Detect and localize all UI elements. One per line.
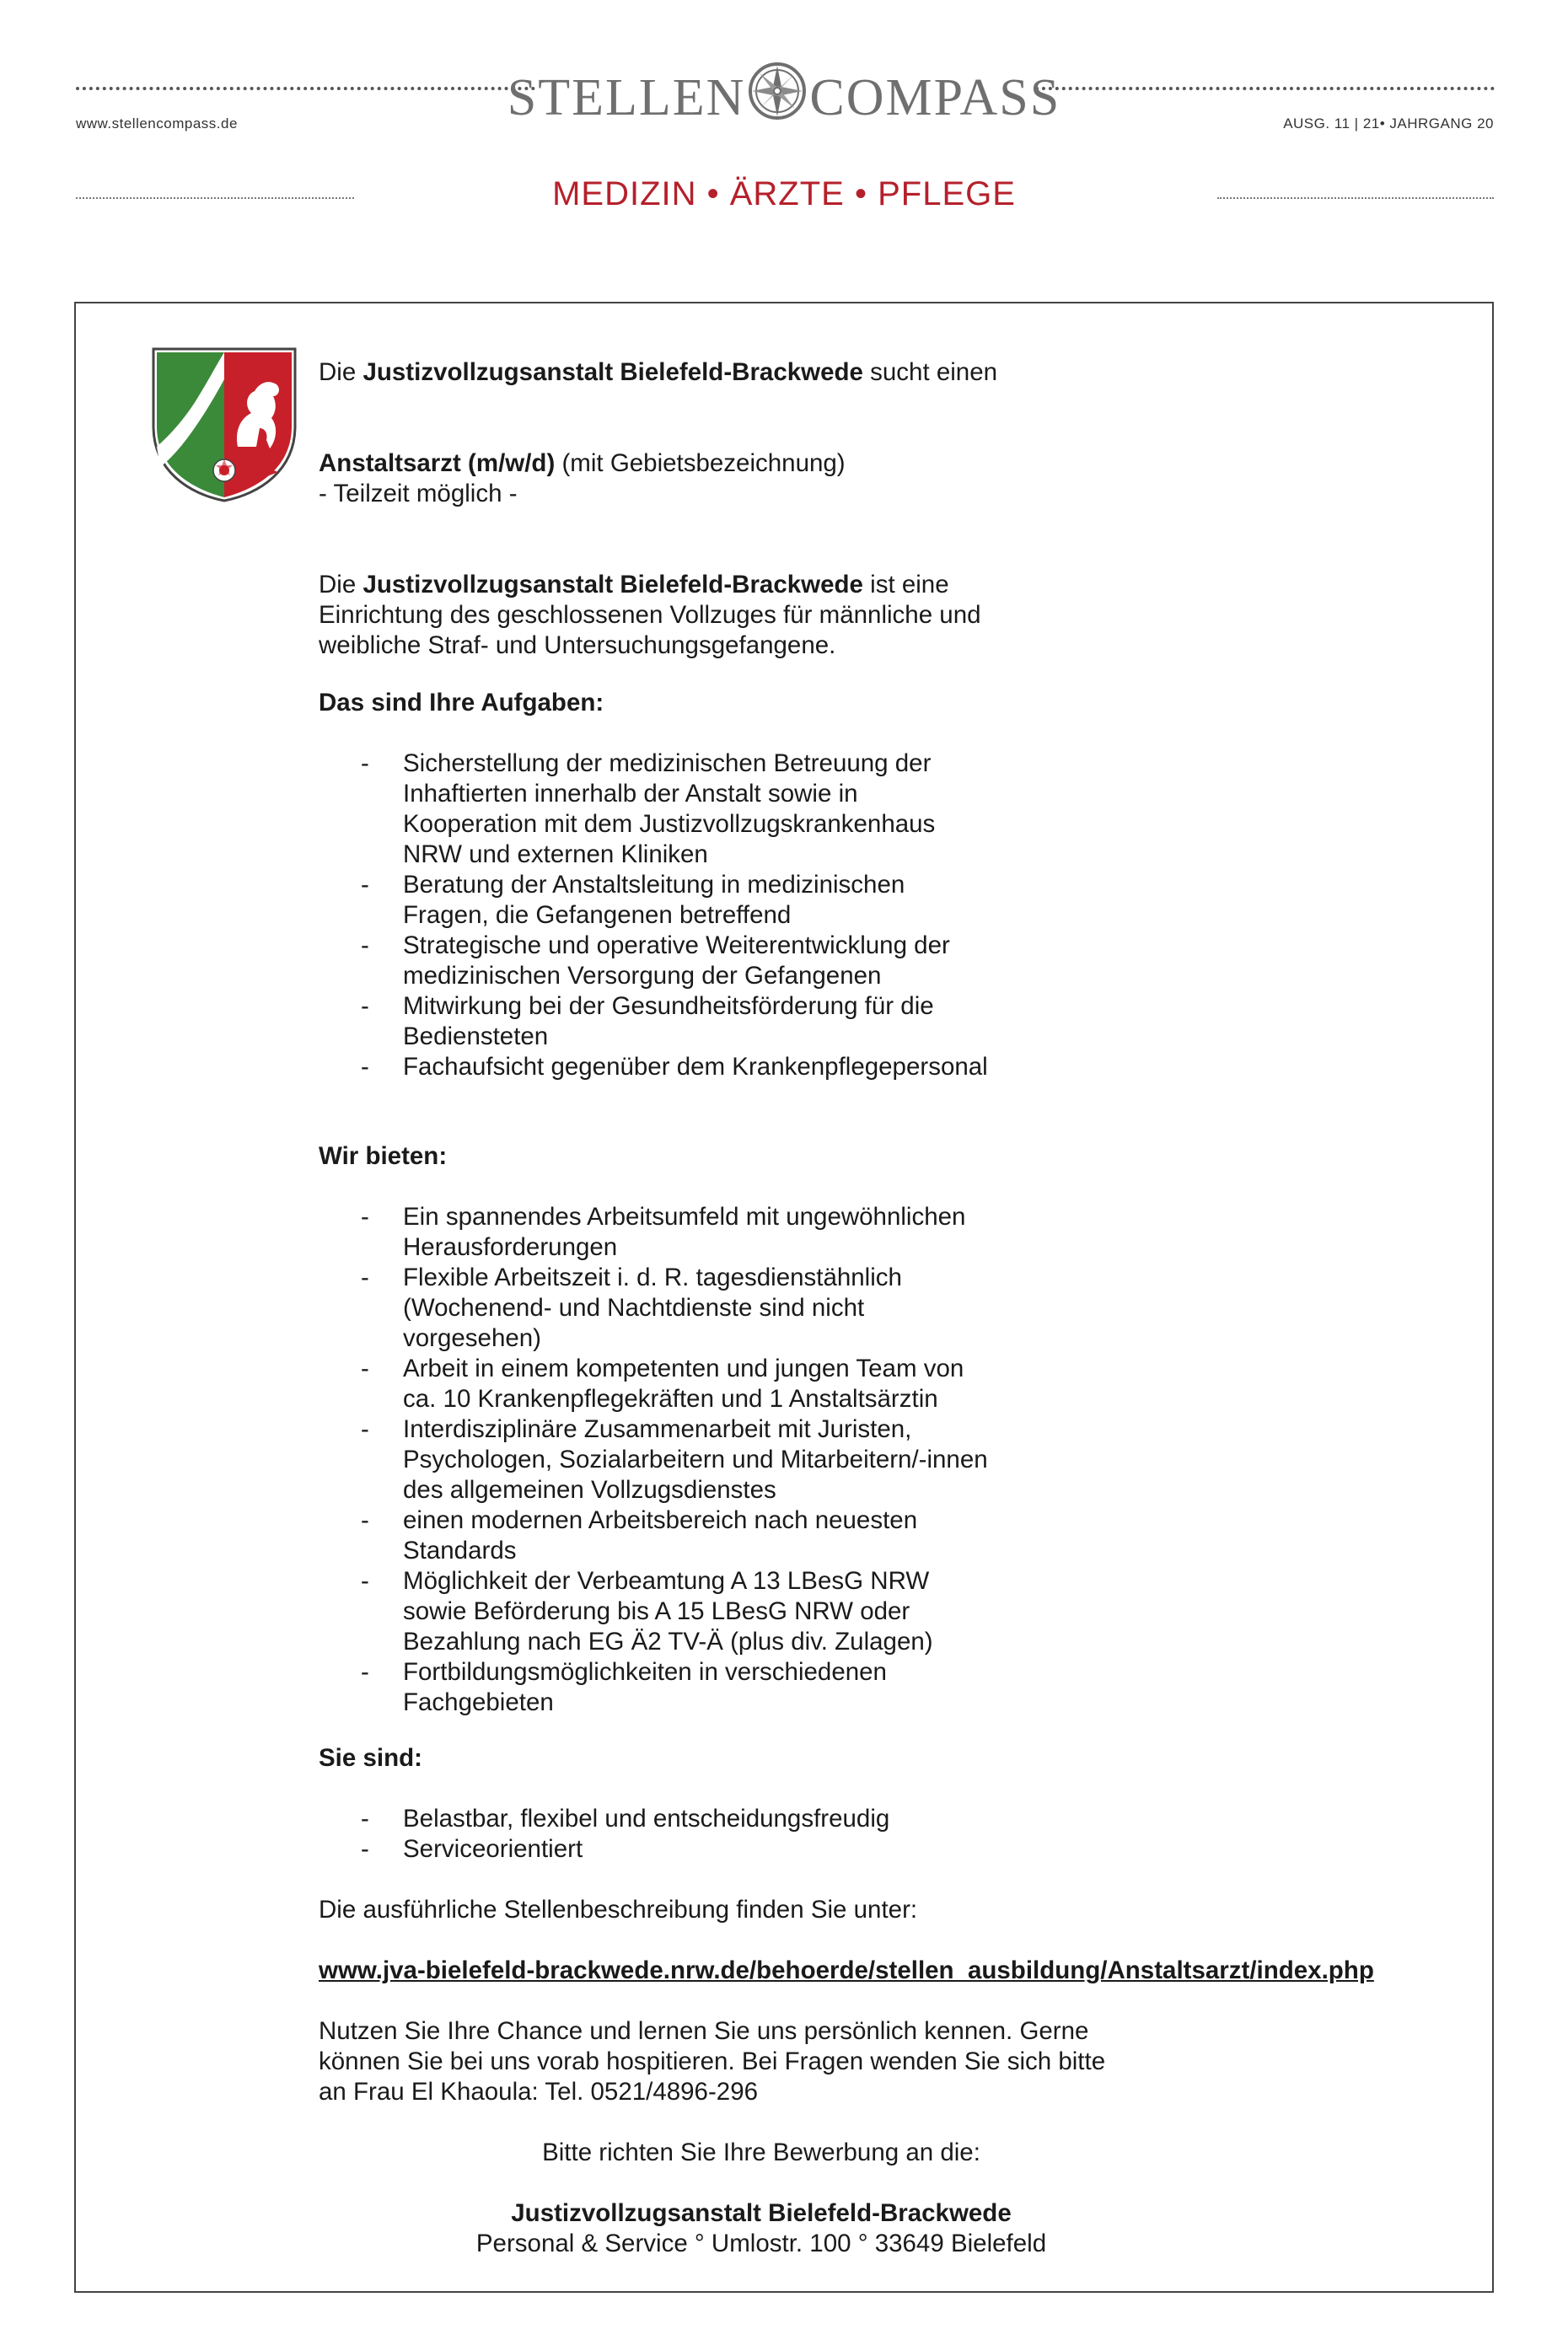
- ad-intro: [319, 357, 1465, 388]
- offer-item-line: des allgemeinen Vollzugsdienstes: [403, 1476, 776, 1504]
- bullet-dash: -: [361, 1355, 369, 1382]
- bullet-dash: -: [361, 1658, 369, 1686]
- bullet-dash: -: [361, 1264, 369, 1291]
- task-item-line: Kooperation mit dem Justizvollzugskrankenhaus: [403, 810, 936, 838]
- offer-item: [319, 1505, 1465, 1566]
- nrw-coat-of-arms-icon: [150, 346, 298, 507]
- details-url-link[interactable]: www.jva-bielefeld-brackwede.nrw.de/behoerde/stellen_ausbildung/Anstaltsarzt/index.php: [319, 1956, 1374, 1984]
- offer-item-line: ca. 10 Krankenpflegekräften und 1 Anstaltsärztin: [403, 1385, 938, 1413]
- offer-item: [319, 1263, 1465, 1354]
- offer-item-line: Möglichkeit der Verbeamtung A 13 LBesG NRW: [403, 1567, 930, 1595]
- brand-left: STELLEN: [507, 69, 746, 126]
- details-intro: Die ausführliche Stellenbeschreibung finden Sie unter:: [319, 1896, 918, 1924]
- desc-line-2: Einrichtung des geschlossenen Vollzuges für männliche und: [319, 601, 981, 629]
- bullet-dash: -: [361, 1415, 369, 1443]
- profile-ul: [319, 1804, 1465, 1865]
- offer-item: [319, 1657, 1465, 1718]
- compass-icon: [747, 61, 808, 135]
- brand-right: COMPASS: [809, 69, 1061, 126]
- intro-pre: Die: [319, 358, 357, 386]
- offer-item-line: Psychologen, Sozialarbeitern und Mitarbeitern/-innen: [403, 1446, 988, 1473]
- intro-org: Justizvollzugsanstalt Bielefeld-Brackwede: [362, 358, 863, 386]
- profile-heading: [319, 1743, 1465, 1774]
- desc-post: ist eine: [870, 571, 949, 598]
- contact-line-2: können Sie bei uns vorab hospitieren. Bei Fragen wenden Sie sich bitte: [319, 2048, 1106, 2075]
- offer-item-line: Fortbildungsmöglichkeiten in verschiedenen: [403, 1658, 887, 1686]
- profile-list: [319, 1804, 1465, 1865]
- offer-item-line: sowie Beförderung bis A 15 LBesG NRW oder: [403, 1597, 910, 1625]
- task-item-line: Mitwirkung bei der Gesundheitsförderung für die: [403, 992, 934, 1020]
- bullet-dash: -: [361, 871, 369, 899]
- bullet-dash: -: [361, 992, 369, 1020]
- desc-line-3: weibliche Straf- und Untersuchungsgefangene.: [319, 631, 836, 659]
- apply-org: [319, 2198, 1204, 2229]
- task-item-line: Beratung der Anstaltsleitung in medizinischen: [403, 871, 905, 899]
- tasks-list: [319, 749, 1465, 1082]
- task-item-line: Fachaufsicht gegenüber dem Krankenpflegepersonal: [403, 1053, 988, 1081]
- offers-heading: [319, 1141, 1465, 1172]
- apply-intro: Bitte richten Sie Ihre Bewerbung an die:: [542, 2139, 980, 2166]
- offers-heading-text: Wir bieten:: [319, 1142, 448, 1170]
- website-link[interactable]: www.stellencompass.de: [76, 115, 238, 131]
- offer-item-line: (Wochenend- und Nachtdienste sind nicht: [403, 1294, 865, 1322]
- bullet-dash: -: [361, 1203, 369, 1231]
- bullet-dash: -: [361, 1567, 369, 1595]
- desc-org: Justizvollzugsanstalt Bielefeld-Brackwede: [362, 571, 863, 598]
- offers-ul: [319, 1202, 1465, 1718]
- task-item-line: Fragen, die Gefangenen betreffend: [403, 901, 792, 929]
- profile-item-line: Belastbar, flexibel und entscheidungsfreudig: [403, 1805, 890, 1833]
- bullet-dash: -: [361, 749, 369, 777]
- offer-item-line: Ein spannendes Arbeitsumfeld mit ungewöhnlichen: [403, 1203, 966, 1231]
- tasks-ul: [319, 749, 1465, 1082]
- offer-item-line: Standards: [403, 1537, 517, 1564]
- task-item-line: medizinischen Versorgung der Gefangenen: [403, 962, 882, 990]
- ad-position: [319, 448, 1465, 509]
- desc-pre: Die: [319, 571, 357, 598]
- task-item: [319, 749, 1465, 870]
- task-item-line: Inhaftierten innerhalb der Anstalt sowie in: [403, 780, 858, 808]
- offers-list: [319, 1202, 1465, 1718]
- ad-description: [319, 570, 1465, 661]
- bullet-dash: -: [361, 1053, 369, 1081]
- offer-item-line: Interdisziplinäre Zusammenarbeit mit Juristen,: [403, 1415, 912, 1443]
- offer-item-line: Herausforderungen: [403, 1233, 618, 1261]
- profile-heading-text: Sie sind:: [319, 1744, 422, 1772]
- offer-item: [319, 1354, 1465, 1414]
- apply-address: Personal & Service ° Umlostr. 100 ° 33649 Bielefeld: [475, 2230, 1047, 2257]
- profile-item: [319, 1834, 1465, 1865]
- bullet-dash: -: [361, 931, 369, 959]
- bullet-dash: -: [361, 1805, 369, 1833]
- task-item: [319, 1052, 1465, 1082]
- intro-post: sucht einen: [870, 358, 998, 386]
- contact-line-3: an Frau El Khaoula: Tel. 0521/4896-296: [319, 2078, 759, 2106]
- offer-item-line: Fachgebieten: [403, 1688, 554, 1716]
- profile-item: [319, 1804, 1465, 1834]
- task-item-line: Bediensteten: [403, 1022, 549, 1050]
- offer-item-line: Flexible Arbeitszeit i. d. R. tagesdienstähnlich: [403, 1264, 902, 1291]
- offer-item-line: Bezahlung nach EG Ä2 TV-Ä (plus div. Zulagen): [403, 1628, 933, 1656]
- bullet-dash: -: [361, 1835, 369, 1863]
- offer-item: [319, 1202, 1465, 1263]
- section-title: MEDIZIN • ÄRZTE • PFLEGE: [552, 175, 1016, 212]
- offer-item: [319, 1566, 1465, 1657]
- tasks-heading: [319, 688, 1465, 718]
- tasks-heading-text: Das sind Ihre Aufgaben:: [319, 689, 604, 716]
- contact-line-1: Nutzen Sie Ihre Chance und lernen Sie uns persönlich kennen. Gerne: [319, 2017, 1089, 2045]
- offer-item-line: vorgesehen): [403, 1324, 541, 1352]
- contact-paragraph: [319, 2016, 1465, 2107]
- position-qualifier: (mit Gebietsbezeichnung): [561, 449, 846, 477]
- offer-item-line: Arbeit in einem kompetenten und jungen Team von: [403, 1355, 964, 1382]
- task-item: [319, 991, 1465, 1052]
- task-item: [319, 870, 1465, 931]
- parttime-note: - Teilzeit möglich -: [319, 480, 518, 507]
- issue-info: AUSG. 11 | 21• JAHRGANG 20: [1283, 115, 1494, 131]
- task-item: [319, 931, 1465, 991]
- apply-org-text: Justizvollzugsanstalt Bielefeld-Brackwede: [511, 2199, 1012, 2227]
- position-title: Anstaltsarzt (m/w/d): [319, 449, 556, 477]
- bullet-dash: -: [361, 1506, 369, 1534]
- profile-item-line: Serviceorientiert: [403, 1835, 583, 1863]
- task-item-line: Strategische und operative Weiterentwicklung der: [403, 931, 950, 959]
- details-url[interactable]: [319, 1956, 1465, 1986]
- offer-item-line: einen modernen Arbeitsbereich nach neuesten: [403, 1506, 918, 1534]
- task-item-line: Sicherstellung der medizinischen Betreuung der: [403, 749, 932, 777]
- offer-item: [319, 1414, 1465, 1505]
- task-item-line: NRW und externen Kliniken: [403, 840, 708, 868]
